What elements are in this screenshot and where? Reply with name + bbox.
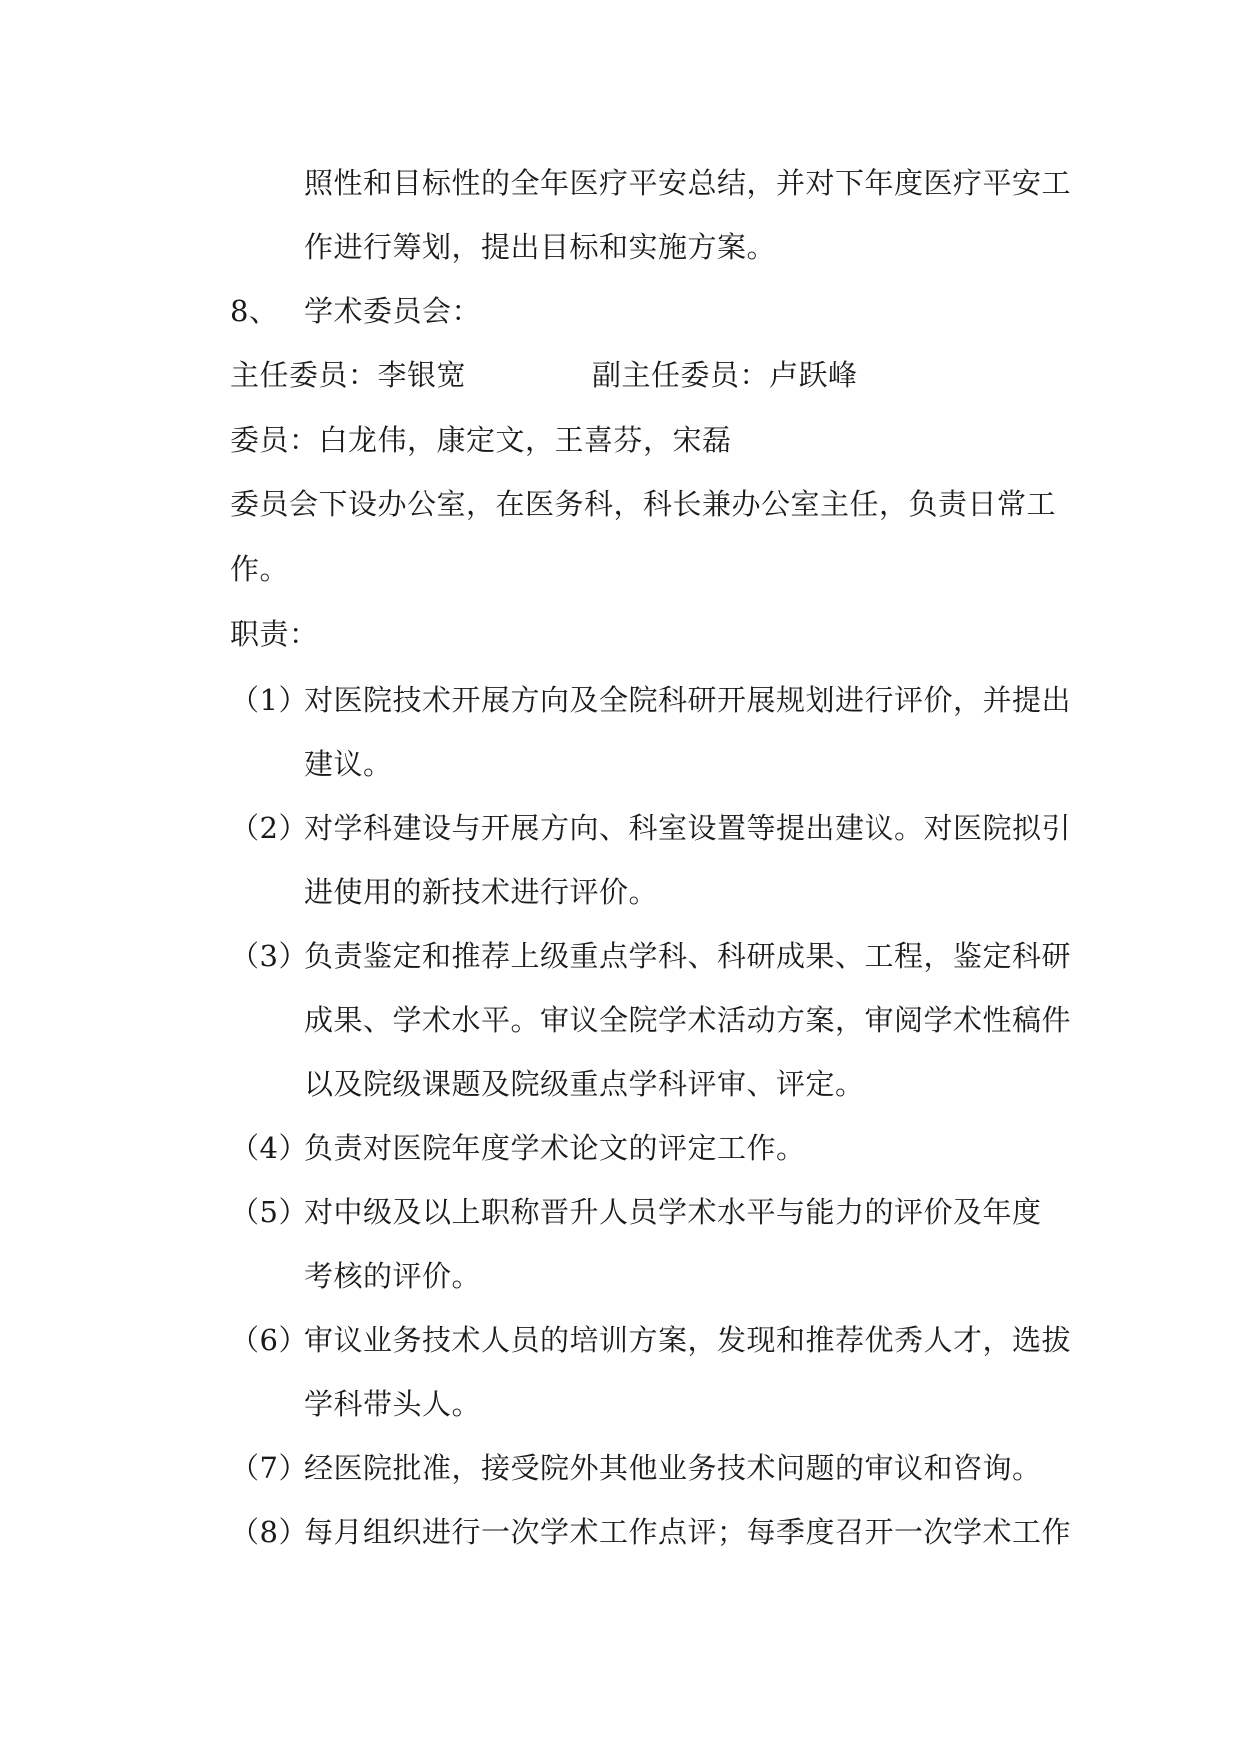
duty-4-line-1: 负责对医院年度学术论文的评定工作。: [304, 1131, 806, 1165]
duty-3-line-3: 以及院级课题及院级重点学科评审、评定。: [304, 1067, 865, 1101]
section-title: 学术委员会：: [304, 294, 482, 328]
duty-8-number: （8）: [230, 1515, 308, 1549]
duties-label: 职责：: [230, 617, 319, 651]
duty-6-line-1: 审议业务技术人员的培训方案，发现和推荐优秀人才，选拔: [304, 1323, 1072, 1357]
duty-2-line-1: 对学科建设与开展方向、科室设置等提出建议。对医院拟引: [304, 811, 1072, 845]
duty-6-line-2: 学科带头人。: [304, 1387, 482, 1421]
duty-3-line-1: 负责鉴定和推荐上级重点学科、科研成果、工程，鉴定科研: [304, 939, 1072, 973]
duty-1-line-2: 建议。: [304, 747, 393, 781]
members-line: 委员：白龙伟，康定文，王喜芬，宋磊: [230, 423, 732, 457]
office-line-2: 作。: [230, 552, 290, 586]
duty-1-line-1: 对医院技术开展方向及全院科研开展规划进行评价，并提出: [304, 683, 1072, 717]
duty-5-line-1: 对中级及以上职称晋升人员学术水平与能力的评价及年度: [304, 1195, 1042, 1229]
duty-2-line-2: 进使用的新技术进行评价。: [304, 875, 659, 909]
duty-7-number: （7）: [230, 1451, 308, 1485]
duty-6-number: （6）: [230, 1323, 308, 1357]
duty-5-line-2: 考核的评价。: [304, 1259, 482, 1293]
duty-8-line-1: 每月组织进行一次学术工作点评；每季度召开一次学术工作: [304, 1515, 1072, 1549]
section-number: 8、: [230, 294, 279, 328]
duty-3-number: （3）: [230, 939, 308, 973]
continuation-line-2: 作进行筹划，提出目标和实施方案。: [304, 230, 777, 264]
duty-4-number: （4）: [230, 1131, 308, 1165]
duty-7-line-1: 经医院批准，接受院外其他业务技术问题的审议和咨询。: [304, 1451, 1042, 1485]
duty-1-number: （1）: [230, 683, 308, 717]
duty-2-number: （2）: [230, 811, 308, 845]
office-line-1: 委员会下设办公室，在医务科，科长兼办公室主任，负责日常工: [230, 487, 1057, 521]
continuation-line-1: 照性和目标性的全年医疗平安总结，并对下年度医疗平安工: [304, 166, 1072, 200]
duty-5-number: （5）: [230, 1195, 308, 1229]
duty-3-line-2: 成果、学术水平。审议全院学术活动方案，审阅学术性稿件: [304, 1003, 1072, 1037]
vice-director-line: 副主任委员：卢跃峰: [592, 358, 858, 392]
director-line: 主任委员：李银宽: [230, 358, 467, 392]
